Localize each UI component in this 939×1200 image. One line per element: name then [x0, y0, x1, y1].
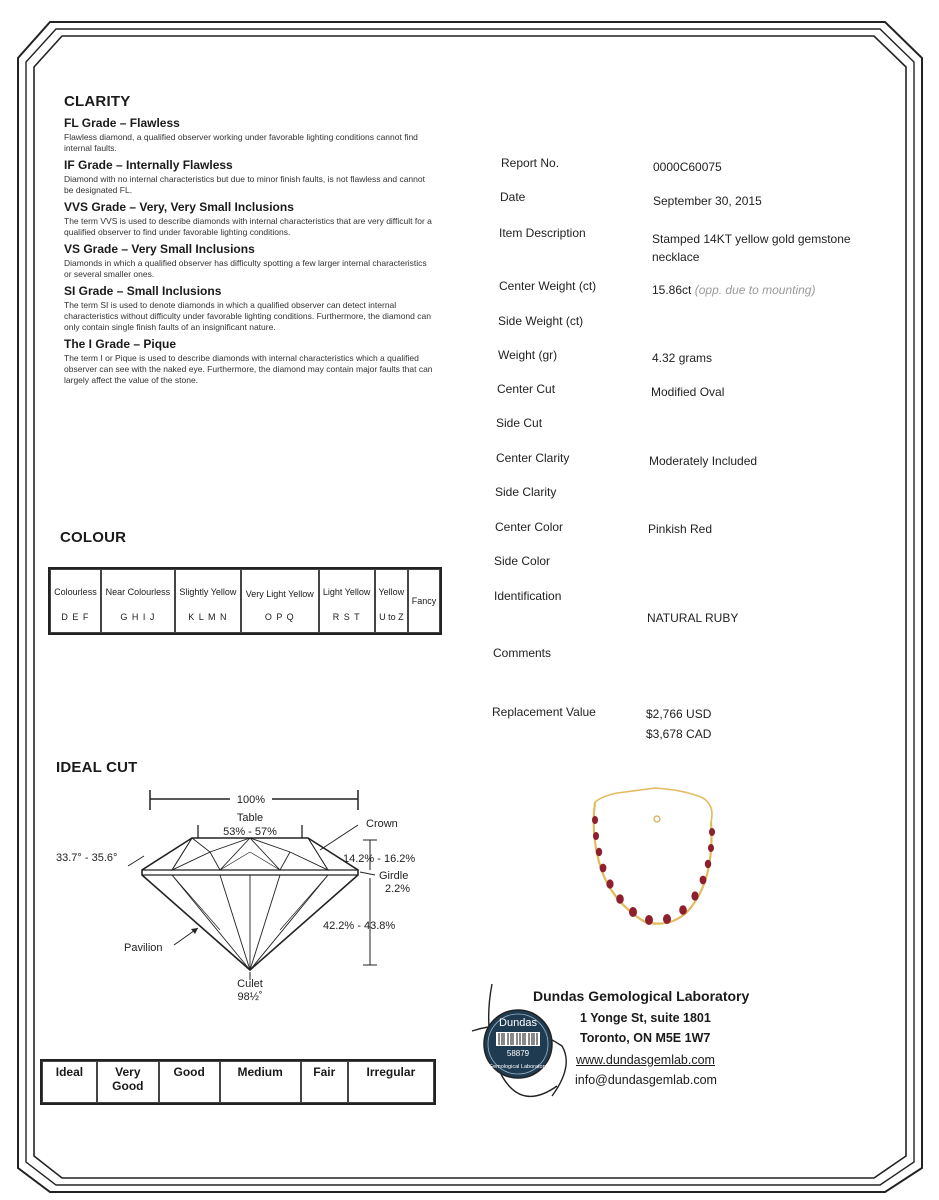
replacement-value-cad: $3,678 CAD: [646, 727, 712, 741]
colour-grade: D E F: [61, 611, 90, 622]
colour-title: COLOUR: [60, 529, 127, 546]
grade-description: Flawless diamond, a qualified observer working under favorable lighting conditions cannot find internal faults.: [64, 132, 418, 153]
diamond-cut-diagram: [40, 780, 450, 1010]
crown-label: Crown: [366, 818, 398, 830]
grade-name: FL Grade – Flawless: [64, 116, 180, 130]
colour-col-very-light-yellow: [241, 569, 319, 633]
center-weight-note: (opp. due to mounting): [694, 283, 816, 297]
cut-grade-ideal: Ideal: [42, 1061, 97, 1103]
cut-grade-medium: Medium: [220, 1061, 301, 1103]
girdle-label: Girdle: [379, 870, 409, 882]
grade-description: Diamonds in which a qualified observer has difficulty spotting a few larger internal characteristics or several smaller ones.: [64, 258, 427, 279]
center-weight-label: Center Weight (ct): [499, 279, 597, 293]
date-label: Date: [500, 190, 526, 204]
colour-label: Slightly Yellow: [179, 587, 237, 597]
replacement-value-label: Replacement Value: [492, 705, 596, 719]
colour-grade: K L M N: [188, 611, 228, 622]
clarity-grade-fl: [64, 116, 454, 154]
pavilion-depth-label: 42.2% - 43.8%: [323, 920, 396, 932]
lab-address-line1: 1 Yonge St, suite 1801: [580, 1011, 711, 1025]
cut-grade-irregular: Irregular: [348, 1061, 434, 1103]
side-weight-label: Side Weight (ct): [498, 314, 584, 328]
cut-grade-row: [42, 1061, 434, 1103]
colour-col-fancy: [408, 569, 440, 633]
colour-col-colourless: [50, 569, 101, 633]
grade-description: The term VVS is used to describe diamonds with internal characteristics that are very difficult for a qualified observer to find under favorable lighting conditions.: [64, 216, 432, 237]
side-color-label: Side Color: [494, 554, 551, 568]
colour-grade: O P Q: [264, 611, 295, 622]
center-cut-value: Modified Oval: [651, 385, 725, 399]
side-clarity-label: Side Clarity: [495, 485, 557, 499]
necklace-photo: [575, 782, 735, 942]
weight-value: 4.32 grams: [652, 351, 713, 365]
grade-description: The term I or Pique is used to describe diamonds with internal characteristics which a qualified observer can see with the naked eye. Furthermore, the diamond may contain major faults that can largely affect the value of the stone.: [64, 353, 433, 385]
total-width-label: 100%: [236, 794, 266, 806]
weight-label: Weight (gr): [498, 348, 558, 362]
grade-name: VS Grade – Very Small Inclusions: [64, 242, 255, 256]
grade-description: The term SI is used to denote diamonds in which a qualified observer can detect internal characteristics without difficulty under favorable lighting conditions. Furthermore, the diamond can only contain single finish faults of an insignificant nature.: [64, 300, 431, 332]
colour-label: Near Colourless: [105, 587, 171, 597]
colour-label: Colourless: [54, 587, 97, 597]
identification-value: NATURAL RUBY: [647, 611, 739, 625]
girdle-value-label: 2.2%: [385, 883, 411, 895]
comments-label: Comments: [493, 646, 552, 660]
seal-bottom-text: Gemological Laboratory: [488, 1064, 548, 1070]
table-range-label: 53% - 57%: [223, 826, 277, 838]
lab-address-line2: Toronto, ON M5E 1W7: [580, 1031, 711, 1045]
culet-value-label: 98½˚: [237, 991, 263, 1003]
colour-label: Light Yellow: [322, 587, 371, 597]
center-weight-value: [652, 283, 815, 297]
colour-label: Yellow: [378, 587, 405, 597]
report-no-value: 0000C60075: [653, 160, 722, 174]
clarity-grade-si: [64, 284, 454, 333]
colour-grade: R S T: [332, 611, 361, 622]
seal-number-text: 58879: [506, 1049, 530, 1058]
colour-col-yellow: [375, 569, 408, 633]
center-color-value: Pinkish Red: [648, 522, 713, 536]
clarity-grade-i: [64, 337, 454, 386]
identification-label: Identification: [494, 589, 562, 603]
grade-name: VVS Grade – Very, Very Small Inclusions: [64, 200, 294, 214]
center-clarity-label: Center Clarity: [496, 451, 570, 465]
center-clarity-value: Moderately Included: [649, 454, 758, 468]
cut-grade-good: Good: [159, 1061, 220, 1103]
colour-col-slightly-yellow: [175, 569, 241, 633]
date-value: September 30, 2015: [653, 194, 762, 208]
lab-website-link[interactable]: www.dundasgemlab.com: [576, 1053, 715, 1067]
lab-email-link[interactable]: info@dundasgemlab.com: [575, 1073, 717, 1087]
side-cut-label: Side Cut: [496, 416, 543, 430]
cut-grade-table: [40, 1059, 436, 1105]
colour-scale-row: [50, 569, 440, 633]
ideal-cut-title: IDEAL CUT: [56, 759, 138, 776]
clarity-grade-vs: [64, 242, 454, 280]
grade-name: The I Grade – Pique: [64, 337, 177, 351]
cut-grade-very-good: Very Good: [97, 1061, 159, 1103]
clarity-title: CLARITY: [64, 93, 131, 110]
culet-label: Culet: [237, 978, 263, 990]
table-label: Table: [236, 812, 264, 824]
report-no-label: Report No.: [501, 156, 560, 170]
colour-label: Very Light Yellow: [245, 589, 314, 599]
colour-col-near-colourless: [101, 569, 175, 633]
grade-description: Diamond with no internal characteristics but due to minor finish faults, is not flawless and cannot be designated FL.: [64, 174, 425, 195]
center-weight-amount: 15.86ct: [652, 283, 692, 297]
colour-grade: G H I J: [120, 611, 156, 622]
center-cut-label: Center Cut: [497, 382, 556, 396]
clarity-grade-if: [64, 158, 454, 196]
colour-label: Fancy: [411, 595, 437, 606]
pavilion-label: Pavilion: [124, 942, 163, 954]
crown-angle-label: 33.7° - 35.6°: [56, 852, 118, 864]
clarity-section: [64, 93, 454, 389]
crown-height-label: 14.2% - 16.2%: [343, 853, 416, 865]
seal-top-text: Dundas: [499, 1017, 537, 1029]
colour-col-light-yellow: [319, 569, 375, 633]
clarity-grade-vvs: [64, 200, 454, 238]
lab-name: Dundas Gemological Laboratory: [533, 988, 750, 1004]
grade-name: IF Grade – Internally Flawless: [64, 158, 233, 172]
colour-grade: U to Z: [379, 611, 404, 622]
colour-scale-table: [48, 567, 442, 635]
grade-name: SI Grade – Small Inclusions: [64, 284, 222, 298]
item-description-value: Stamped 14KT yellow gold gemstone necklace: [652, 232, 851, 264]
replacement-value-usd: $2,766 USD: [646, 707, 712, 721]
center-color-label: Center Color: [495, 520, 564, 534]
cut-grade-fair: Fair: [301, 1061, 348, 1103]
item-description-label: Item Description: [499, 226, 586, 240]
